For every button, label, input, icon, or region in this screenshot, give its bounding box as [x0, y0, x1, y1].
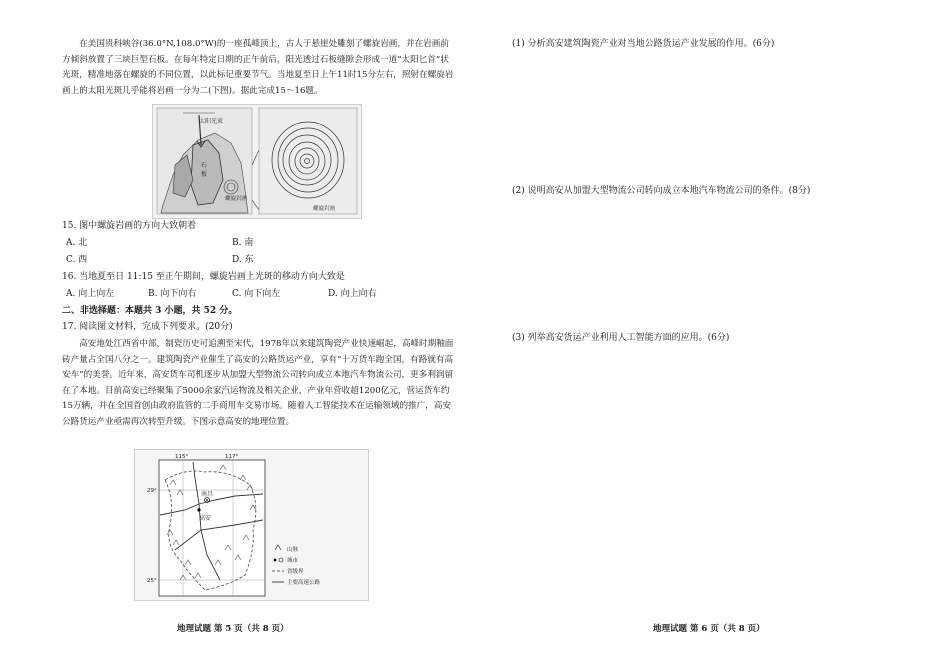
- left-page-footer: 地理试题 第 5 页（共 8 页）: [177, 624, 289, 634]
- label-slab-2: 板: [201, 171, 208, 178]
- q16-option-b: B. 向下向右: [148, 289, 197, 299]
- legend-border-label: 省级界: [287, 569, 304, 575]
- q16-stem: 16. 当地夏至日 11:15 至正午期间，螺旋岩画上光斑的移动方向大致是: [62, 272, 345, 282]
- lat-29-label: 29°: [147, 488, 157, 494]
- label-rockart-left: 螺旋岩画: [225, 196, 248, 202]
- legend-mountain-icon: [275, 545, 281, 550]
- rock-art-diagram: [153, 105, 361, 218]
- label-sunlight: 太阳光束: [199, 118, 224, 125]
- right-page-footer: 地理试题 第 6 页（共 8 页）: [653, 624, 765, 634]
- section2-title: 二、非选择题：本题共 3 小题，共 52 分。: [62, 306, 238, 316]
- q15-option-d: D. 东: [232, 255, 254, 265]
- q17-part-1: (1) 分析高安建筑陶瓷产业对当地公路货运产业发展的作用。(6分): [512, 39, 775, 49]
- q16-option-d: D. 向上向右: [328, 289, 377, 299]
- q17-stem: 17. 阅读图文材料，完成下列要求。(20分): [62, 322, 233, 332]
- legend-mountain-label: 山脉: [287, 547, 299, 553]
- city-nanchang-label: 南昌: [201, 491, 214, 498]
- lat-25-label: 25°: [147, 578, 157, 584]
- q15-option-b: B. 南: [232, 238, 254, 248]
- lon-115-label: 115°: [175, 454, 189, 460]
- q15-option-c: C. 西: [66, 255, 88, 265]
- gaoan-marker: [197, 508, 200, 511]
- rock-art-figure: [152, 104, 362, 219]
- legend-highway-label: 主要高速公路: [287, 580, 321, 586]
- q15-option-a: A. 北: [66, 238, 88, 248]
- map-svg: [135, 450, 368, 600]
- right-page: [475, 0, 950, 672]
- gaoan-location-map: [134, 449, 369, 601]
- q17-part-3: (3) 列举高安货运产业利用人工智能方面的应用。(6分): [512, 333, 730, 343]
- q15-stem: 15. 图中螺旋岩画的方向大致朝着: [62, 221, 197, 231]
- legend-city-icon: [274, 559, 277, 562]
- label-rockart-right: 螺旋岩画: [313, 206, 336, 212]
- label-slab-1: 石: [201, 162, 208, 169]
- q16-option-a: A. 向上向左: [66, 289, 115, 299]
- lon-117-label: 117°: [225, 454, 239, 460]
- legend-city-label: 城市: [287, 558, 299, 564]
- q17-passage: 高安地处江西省中部，制瓷历史可追溯至宋代，1978年以来建筑陶瓷产业快速崛起，高峰时期釉面砖产量占全国八分之一。建筑陶瓷产业催生了高安的公路货运产业，享有“十万货车跑全国，有路就有高安车”的美誉。近年来，高安货车司机逐步从加盟大型物流公司转向成立本地汽车物流公司，更多利润留在了本地。目前高安已经聚集了5000余家汽运物流及相关企业，产业年营收超1200亿元，营运货车约15万辆，并在全国首创由政府监管的二手商用车交易市场。随着人工智能技术在运输领域的推广，高安公路货运产业亟需再次转型升级。下图示意高安的地理位置。: [62, 339, 454, 427]
- intro-passage: 在美国贵科峡谷(36.0°N,108.0°W)的一座孤峰顶上，古人于悬崖处雕刻了螺旋岩画，并在岩画前方倾斜放置了三块巨型石板。在每年特定日期的正午前后，阳光透过石板缝隙会形成一道“太阳匕首”状光斑，精准地落在螺旋的不同位置，以此标记重要节气。当地夏至日上午11时15分左右，照射在螺旋岩画上的太阳光斑几乎能将岩画一分为二(下图)。据此完成15～16题。: [62, 39, 454, 96]
- city-gaoan-label: 高安: [199, 515, 212, 522]
- q17-part-2: (2) 说明高安从加盟大型物流公司转向成立本地汽车物流公司的条件。(8分): [512, 186, 811, 196]
- q16-option-c: C. 向下向左: [232, 289, 281, 299]
